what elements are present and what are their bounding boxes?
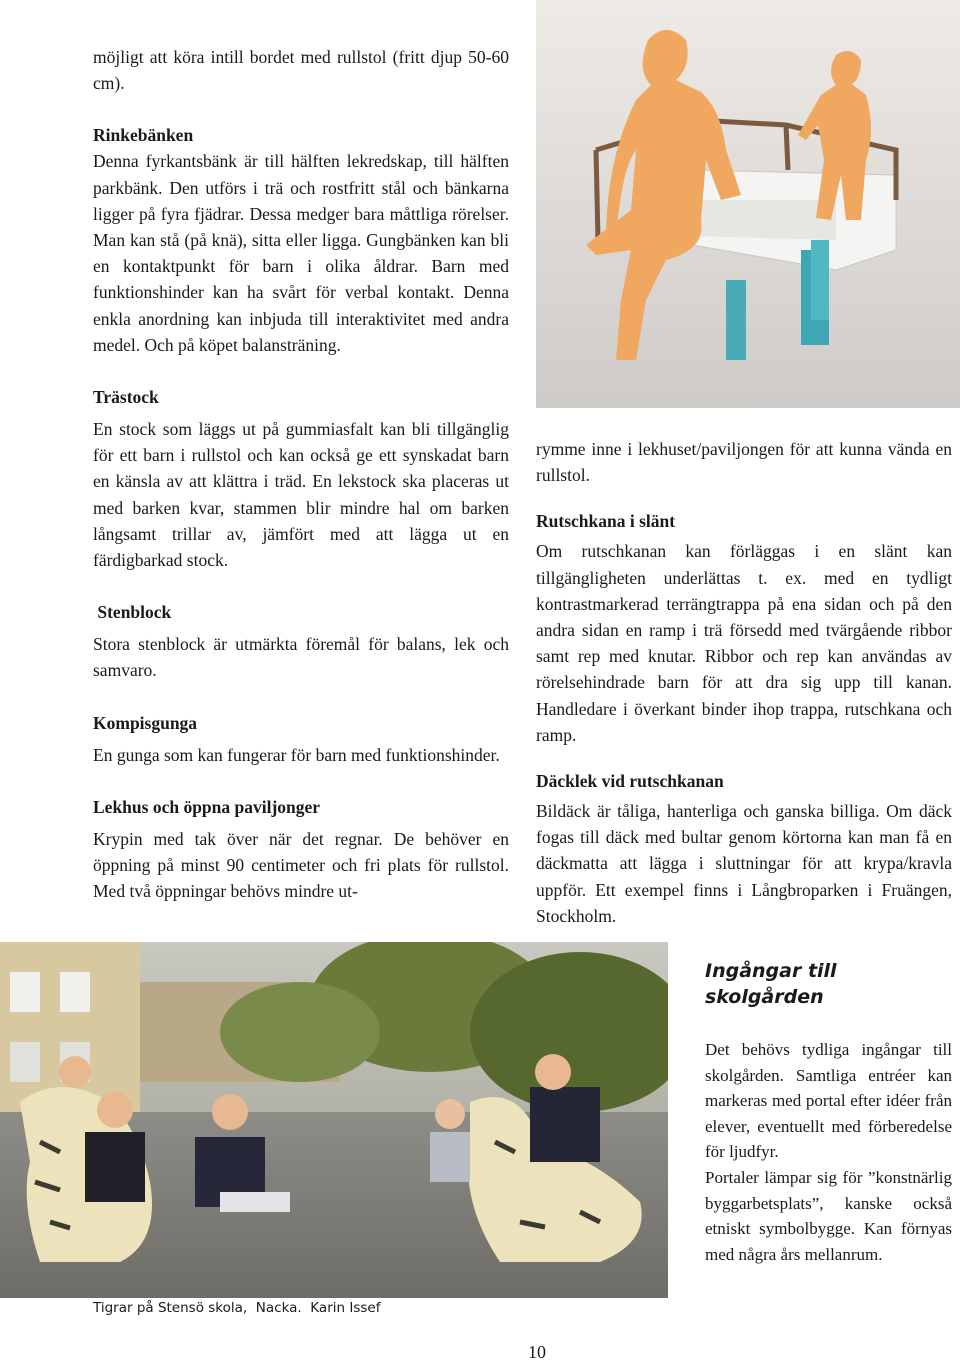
section-heading-lekhus: Lekhus och öppna paviljonger — [93, 796, 321, 817]
section-heading-rutschkana: Rutschkana i slänt — [536, 511, 676, 532]
section-body-kompisgunga: En gunga som kan fungerar för barn med funktionshinder. — [93, 744, 500, 765]
section-heading-dacklek: Däcklek vid rutschkanan — [536, 771, 724, 792]
section-body-rutschkana: Om rutschkanan kan förläggas i en slänt kan tillgängligheten underlättas t. ex. med en tydligt kontrastmarkerad terrängtrappa på ena sidan och på den andra sidan en ramp i trä försedd med tvärgående ribbor samt rep med knutar. Ribbor och rep kan användas av rörelsehindrade barn för att dra sig upp till kanan. Handledare i överkant binder ihop trappa, rutschkana och ramp. — [536, 541, 952, 745]
right-intro-paragraph: rymme inne i lekhuset/paviljongen för att kunna vända en rullstol. — [536, 439, 952, 486]
sidebar-paragraph-1: Det behövs tydliga ingångar till skolgården. Samtliga entréer kan markeras med portal efter idéer från elever, eventuellt med förberedelse för ljudfyr. — [705, 1040, 952, 1162]
bench-model-illustration — [536, 0, 960, 408]
section-heading-kompisgunga: Kompisgunga — [93, 712, 198, 733]
left-column — [93, 44, 509, 904]
page-number: 10 — [528, 1342, 546, 1362]
sidebar-heading-line1: Ingångar till — [705, 960, 837, 982]
section-body-trastock: En stock som läggs ut på gummiasfalt kan bli tillgänglig för ett barn i rullstol och kan också ge ett synskadat barn en känsla av att klättra i träd. En lekstock ska placeras ut med barken kvar, stammen blir mindre hal om barken långsamt trillar av, jämfört med att lägga ut en färdigbarkad stock. — [93, 419, 509, 571]
intro-paragraph: möjligt att köra intill bordet med rullstol (fritt djup 50-60 cm). — [93, 47, 509, 94]
sidebar-paragraph-2: Portaler lämpar sig för ”konstnärlig byggarbetsplats”, kanske också etniskt symbolbygge. Kan förnyas med några års mellanrum. — [705, 1167, 952, 1264]
bench-model-photo — [536, 0, 960, 408]
tiger-sculptures-photo — [0, 942, 668, 1298]
section-body-rinkebanken: Denna fyrkantsbänk är till hälften lekredskap, till hälften parkbänk. Den utförs i trä och rostfritt stål och bänkarna ligger på fyra fjädrar. Dessa medger bara måttliga rörelser. Man kan stå (på knä), sitta eller ligga. Gungbänken kan bli en kontaktpunkt för barn i olika åldrar. Barn med funktionshinder kan ha svårt för verbal kontakt. Denna enkla anordning kan inbjuda till interaktivitet med andra medel. Och på köpet balansträning. — [93, 151, 509, 355]
sidebar-heading — [705, 958, 945, 1010]
tiger-sculptures-illustration — [0, 942, 668, 1298]
right-column — [536, 436, 952, 929]
section-heading-stenblock: Stenblock — [93, 602, 172, 623]
sidebar-text — [705, 1037, 952, 1267]
section-heading-rinkebanken: Rinkebänken — [93, 125, 194, 146]
section-heading-trastock: Trästock — [93, 387, 159, 408]
section-body-stenblock: Stora stenblock är utmärkta föremål för balans, lek och samvaro. — [93, 634, 509, 681]
section-body-lekhus: Krypin med tak över när det regnar. De behöver en öppning på minst 90 centimeter och fri plats för rullstol. Med två öppningar behövs mindre ut- — [93, 828, 509, 902]
photo-caption: Tigrar på Stensö skola, Nacka. Karin Issef — [93, 1300, 381, 1316]
section-body-dacklek: Bildäck är tåliga, hanterliga och ganska billiga. Om däck fogas till däck med bultar genom körtorna kan man få en däckmatta att lägga i sluttningar för att krypa/kravla uppför. Ett exempel finns i Långbroparken i Fruängen, Stockholm. — [536, 801, 952, 926]
sidebar-heading-line2: skolgården — [705, 986, 824, 1008]
